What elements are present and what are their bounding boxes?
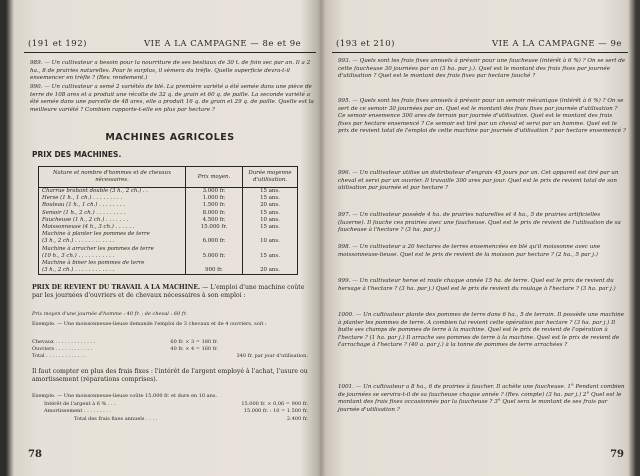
right-page xyxy=(332,0,628,476)
cell-duree: 10 ans. xyxy=(243,238,298,245)
left-header-rule xyxy=(24,52,316,53)
cell-nature: Machine à biner les pommes de terre xyxy=(39,260,186,267)
prix-revient-title: PRIX DE REVIENT DU TRAVAIL A LA MACHINE. xyxy=(32,284,201,291)
question-997: 997. — Un cultivateur possède 4 ha. de prairies naturelles et 4 ha., 5 de prairies artificielles (luzerne). Il fauche ces prairies avec une faucheuse. Quel est le prix de revient de l'utilisation de sa faucheuse à l'hectare ? (3 ha. par j.) xyxy=(338,212,621,234)
cell-duree: 15 ans. xyxy=(243,224,298,231)
amortissement-row: Amortissement . . . . . . . . . 15.000 fr. : 10 = 1.500 fr. xyxy=(44,408,308,414)
cell-duree xyxy=(243,260,298,267)
journee-price: Prix moyen d'une journée d'homme : 40 fr. ; de cheval : 60 fr. xyxy=(32,311,188,317)
cell-nature: Machine à planter les pommes de terre xyxy=(39,231,186,238)
question-989: 989. — Un cultivateur a besoin pour la nourriture de ses bestiaux de 30 t. de foin sec par an. Il a 2 ha., 8 de prairies naturelles. Pour le surplus, il sèmera du trèfle. Quelle superficie devra-t-il ensemencer en trèfle ? (Rev. rendement.) xyxy=(30,60,311,82)
question-1001: 1001. — Un cultivateur a 8 ha., 6 de prairies à faucher. Il achète une faucheuse. 1° Pendant combien de journées se servira-t-il de sa faucheuse chaque année ? (Rev. compte) (3 ha. par j.) 2° Quel est le montant des frais fixes occasionnés par la faucheuse ? 3° Quel sera le montant de ses frais par journée d'utilisation ? xyxy=(338,384,625,413)
table-row xyxy=(39,238,298,245)
cell-nature: Faucheuse (1 h., 2 ch.) . . . . . . . xyxy=(39,217,186,224)
total-frais-fixes-row: Total des frais fixes annuels . . . . 2.400 fr. xyxy=(74,416,308,422)
cell-duree: 15 ans. xyxy=(243,253,298,260)
question-995: 995. — Quels sont les frais fixes annuels à prévoir pour un semoir mécanique (intérêt à 6 %) ? On se sert de ce semoir 30 journées par an. Quel est le montant des frais fixes par journée d'utilisation ? Ce semoir ensemence 300 ares de terrain par journée d'utilisation. Quel est le montant des frais fixes par hectare ensemencé ? Ce semoir est tiré par un cheval et servi par un homme. Quel est le prix de revient total de l'emploi de cette machine par journée d'utilisation ? par hectare ensemencé ? xyxy=(338,98,626,135)
cell-prix: 6.000 fr. xyxy=(186,238,243,245)
col-duree: Durée moyenne d'utilisation. xyxy=(243,167,298,188)
cell-prix: 3.000 fr. xyxy=(186,188,243,196)
question-999: 999. — Un cultivateur herse et roule chaque année 15 ha. de terre. Quel est le prix de revient du hersage à l'hectare ? (3 ha. par j.) Quel est le prix de revient du roulage à l'hectare ? (3 ha. par j.) xyxy=(338,278,616,292)
prix-revient-text: — L'emploi d'une machine coûte par les journées d'ouvriers et de chevaux nécessaires à son emploi : xyxy=(32,284,305,299)
left-running-header xyxy=(24,39,316,53)
cell-prix xyxy=(186,231,243,238)
calc-row-total: Total . . . . . . . . . . . . . 340 fr. par jour d'utilisation. xyxy=(32,353,308,359)
cell-nature: (3 h., 2 ch.) . . . . . . . . . . . . xyxy=(39,267,186,275)
question-990: 990. — Un cultivateur a semé 2 variétés de blé. La première variété a été semée dans une pièce de terre de 108 ares et a produit une récolte de 32 q. de grain et 60 q. de paille. La seconde variété a été semée dans une parcelle de 48 ares, elle a produit 16 q. de grain et 29 q. de paille. Quelle est la meilleure variété ? Combien rapporte-t-elle en plus par hectare ? xyxy=(30,84,314,113)
cell-duree xyxy=(243,246,298,253)
calc-row-ouvriers: Ouvriers . . . . . . . . . . . . 40 fr. × 4 = 160 fr. xyxy=(32,346,218,352)
machines-table-body xyxy=(39,188,298,275)
left-page xyxy=(24,0,316,476)
cell-prix: 15.000 fr. xyxy=(186,224,243,231)
cell-prix: 8.000 fr. xyxy=(186,210,243,217)
exemple-moissonneuse: Exemple. — Une moissonneuse-lieuse demande l'emploi de 3 chevaux et de 4 ouvriers, soit : xyxy=(32,321,267,327)
prix-des-machines-title: PRIX DES MACHINES. xyxy=(32,150,122,159)
prix-revient-paragraph xyxy=(32,284,312,300)
cell-nature: Semoir (1 h., 2 ch.) . . . . . . . . . xyxy=(39,210,186,217)
cell-nature: Machine à arracher les pommes de terre xyxy=(39,246,186,253)
right-header-ref: (193 et 210) xyxy=(336,39,395,49)
interet-row: Intérêt de l'argent à 6 % . . . 15.000 fr. × 0,06 = 900 fr. xyxy=(44,401,308,407)
table-row xyxy=(39,217,298,224)
question-996: 996. — Un cultivateur utilise un distributeur d'engrais 45 jours par an. Cet appareil est tiré par un cheval et servi par un ouvrier. Il travaille 300 ares par jour. Quel est le prix de revient total de son utilisation par journée et par hectare ? xyxy=(338,170,619,192)
question-993: 993. — Quels sont les frais fixes annuels à prévoir pour une faucheuse (intérêt à 6 %) ? On se sert de cette faucheuse 30 journées par an (3 ha. par j.). Quel est le montant des frais fixes par journée d'utilisation ? Quel est le montant des frais fixes par hectare fauché ? xyxy=(338,58,626,80)
cell-nature: Rouleau (1 h., 1 ch.) . . . . . . . . xyxy=(39,202,186,209)
left-header-ref: (191 et 192) xyxy=(28,39,87,49)
cell-prix xyxy=(186,246,243,253)
cell-duree: 10 ans. xyxy=(243,217,298,224)
col-nature: Nature et nombre d'hommes et de chevaux nécessaires. xyxy=(39,167,186,188)
cell-prix xyxy=(186,260,243,267)
cell-nature: (3 h., 2 ch.) . . . . . . . . . . . . xyxy=(39,238,186,245)
cell-nature: (10 h., 3 ch.) . . . . . . . . . . . xyxy=(39,253,186,260)
cell-duree xyxy=(243,231,298,238)
calc-row-chevaux: Chevaux . . . . . . . . . . . . . 60 fr. × 3 = 180 fr. xyxy=(32,339,218,345)
question-998: 998. — Un cultivateur a 20 hectares de terres ensemencées en blé qu'il moissonne avec une moissonneuse-lieuse. Quel est le prix de revient de la moisson par hectare ? (2 ha., 5 par j.) xyxy=(338,244,601,258)
cell-duree: 20 ans. xyxy=(243,267,298,275)
right-page-number: 79 xyxy=(610,449,624,460)
cell-prix: 1.500 fr. xyxy=(186,202,243,209)
table-row xyxy=(39,267,298,275)
cell-duree: 20 ans. xyxy=(243,202,298,209)
table-row xyxy=(39,202,298,209)
cell-nature: Charrue brabant double (3 h., 2 ch.) . . xyxy=(39,188,186,196)
cell-nature: Herse (1 h., 1 ch.) . . . . . . . . . xyxy=(39,195,186,202)
frais-fixes-paragraph: Il faut compter en plus des frais fixes : l'intérêt de l'argent employé à l'achat, l'usure ou amortissement (réparations comprises). xyxy=(32,368,308,383)
cell-prix: 900 fr. xyxy=(186,267,243,275)
machines-agricoles-title: MACHINES AGRICOLES xyxy=(105,132,235,143)
left-header-title: VIE A LA CAMPAGNE — 8e et 9e xyxy=(144,39,302,49)
cell-nature: Moissonneuse (4 h., 3 ch.) . . . . . . xyxy=(39,224,186,231)
right-header-title: VIE A LA CAMPAGNE — 9e xyxy=(492,39,622,49)
cell-duree: 15 ans. xyxy=(243,188,298,196)
cell-duree: 15 ans. xyxy=(243,195,298,202)
exemple-frais-fixes: Exemple. — Une moissonneuse-lieuse coûte 15.000 fr. et dure en 10 ans. xyxy=(32,393,218,399)
cell-prix: 4.500 fr. xyxy=(186,217,243,224)
table-row xyxy=(39,246,298,253)
cell-prix: 5.000 fr. xyxy=(186,253,243,260)
table-row xyxy=(39,253,298,260)
cell-prix: 1.000 fr. xyxy=(186,195,243,202)
cell-duree: 15 ans. xyxy=(243,210,298,217)
machines-price-table xyxy=(38,166,298,275)
table-row xyxy=(39,210,298,217)
right-header-rule xyxy=(332,52,628,53)
question-1000: 1000. — Un cultivateur plante des pommes de terre dans 6 ha., 5 de terrain. Il possède une machine à planter les pommes de terre. A combien lui revient cette opération par hectare ? (3 ha. par j.) Il butte ses champs de pommes de terre à la machine. Quel est le prix de revient de l'opération à l'hectare ? (1 ha. par j.) Il arrache ses pommes de terre à la machine. Quel est le prix de revient de l'arrachage à l'hectare ? (40 a. par j.) à la tonne de pommes de terre arrachées ? xyxy=(338,312,625,349)
col-prix: Prix moyen. xyxy=(186,167,243,188)
left-page-number: 78 xyxy=(28,449,42,460)
right-running-header xyxy=(332,39,628,53)
